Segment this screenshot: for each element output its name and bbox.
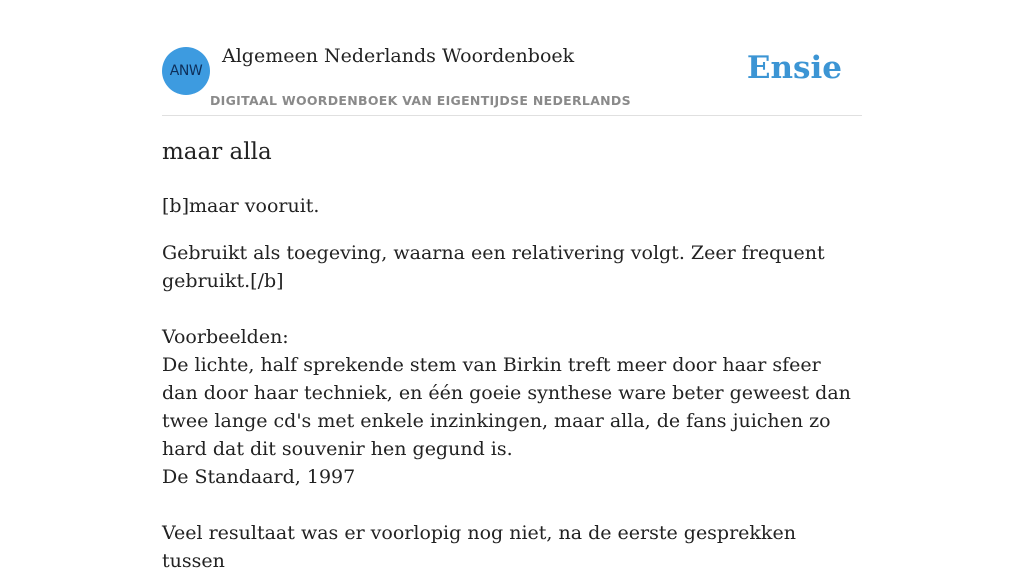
site-tagline: DIGITAAL WOORDENBOEK VAN EIGENTIJDSE NEDERLANDS xyxy=(210,93,631,108)
logo-text: ANW xyxy=(169,63,203,79)
definition-line-1: [b]maar vooruit. xyxy=(162,195,320,217)
ensie-brand-link[interactable]: Ensie xyxy=(746,50,842,86)
examples-heading: Voorbeelden: xyxy=(162,326,289,348)
entry-content xyxy=(162,192,862,575)
spacer xyxy=(162,295,862,323)
example-1-source: De Standaard, 1997 xyxy=(162,466,356,488)
anw-logo[interactable] xyxy=(162,47,210,95)
spacer xyxy=(162,220,862,239)
entry-title: maar alla xyxy=(162,139,272,165)
spacer xyxy=(162,491,862,519)
example-2-text: Veel resultaat was er voorlopig nog niet, na de eerste gesprekken tussen xyxy=(162,522,796,572)
header-divider xyxy=(162,115,862,116)
example-1-text: De lichte, half sprekende stem van Birkin treft meer door haar sfeer dan door haar techniek, en één goeie synthese ware beter geweest dan twee lange cd's met enkele inzinkingen, maar alla, de fans juichen zo hard dat dit souvenir hen gegund is. xyxy=(162,354,851,460)
site-title-link[interactable]: Algemeen Nederlands Woordenboek xyxy=(222,45,575,67)
definition-line-2: Gebruikt als toegeving, waarna een relativering volgt. Zeer frequent gebruikt.[/b] xyxy=(162,242,825,292)
